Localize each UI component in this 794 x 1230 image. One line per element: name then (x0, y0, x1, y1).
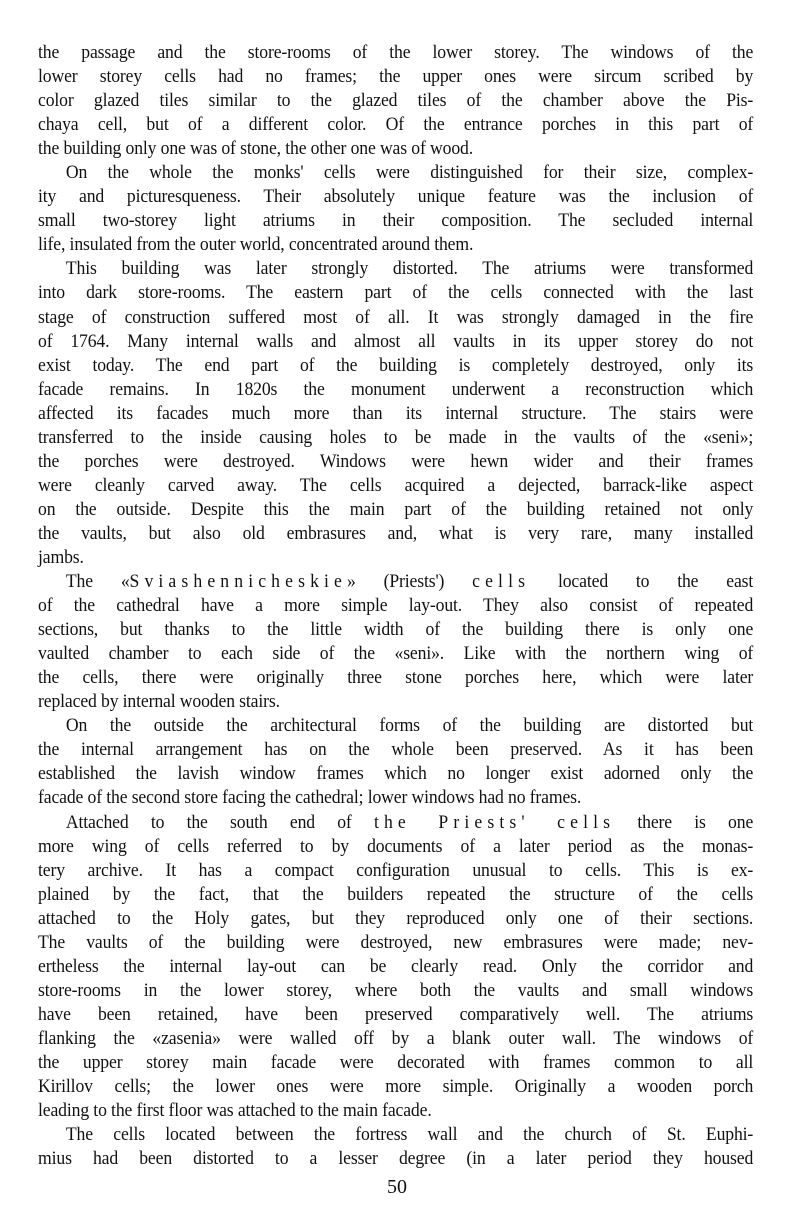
text-segment: Attached to the south end of (65, 811, 374, 833)
page-number: 50 (387, 1176, 407, 1198)
text-line: mius had been distorted to a lesser degree (in a later period they housed (38, 1148, 754, 1170)
text-line: of 1764. Many internal walls and almost all vaults in its upper storey do not (38, 330, 754, 352)
text-line: into dark store-rooms. The eastern part of the cells connected with the last (38, 282, 754, 304)
text-line: established the lavish window frames which no longer exist adorned only the (38, 763, 754, 785)
text-line (38, 570, 753, 594)
text-line: more wing of cells referred to by documents of a later period as the monas- (38, 835, 754, 857)
text-line: plained by the fact, that the builders repeated the structure of the cells (38, 883, 754, 905)
text-line: the vaults, but also old embrasures and, what is very rare, many installed (38, 522, 754, 544)
text-line: The vaults of the building were destroyed, new embrasures were made; nev- (38, 931, 754, 953)
document-page (38, 41, 753, 1171)
text-line: This building was later strongly distorted. The atriums were transformed (65, 258, 754, 280)
text-line: the passage and the store-rooms of the lower storey. The windows of the (38, 42, 754, 63)
text-line: ertheless the internal lay-out can be clearly read. Only the corridor and (38, 955, 754, 977)
text-line: the cells, there were originally three stone porches here, which were later (38, 667, 754, 689)
emphasized-text: Sviashennicheskie (129, 571, 348, 593)
text-line: Kirillov cells; the lower ones were more simple. Originally a wooden porch (38, 1076, 754, 1098)
text-line: stage of construction suffered most of all. It was strongly damaged in the fire (38, 306, 754, 328)
text-line: transferred to the inside causing holes to be made in the vaults of the «seni»; (38, 426, 754, 448)
text-line (38, 811, 753, 835)
text-line: have been retained, have been preserved comparatively well. The atriums (38, 1003, 754, 1025)
text-line: ity and picturesqueness. Their absolutely unique feature was the inclusion of (38, 186, 754, 208)
text-line: life, insulated from the outer world, concentrated around them. (38, 234, 474, 256)
text-line: small two-storey light atriums in their composition. The secluded internal (38, 210, 754, 232)
text-line: the porches were destroyed. Windows were hewn wider and their frames (38, 450, 754, 472)
text-line: sections, but thanks to the little width of the building there is only one (38, 619, 754, 641)
text-line: On the whole the monks' cells were distinguished for their size, complex- (65, 162, 754, 184)
text-line: the building only one was of stone, the other one was of wood. (38, 138, 473, 160)
text-line: replaced by internal wooden stairs. (38, 691, 280, 713)
text-line: affected its facades much more than its internal structure. The stairs were (38, 402, 754, 424)
text-line: tery archive. It has a compact configuration unusual to cells. This is ex- (38, 859, 754, 881)
text-line: leading to the first floor was attached to the main facade. (38, 1100, 432, 1122)
text-line: On the outside the architectural forms of the building are distorted but (65, 715, 754, 737)
text-segment: there is one (615, 811, 754, 833)
text-line: lower storey cells had no frames; the upper ones were sircum scribed by (38, 66, 754, 88)
text-line: color glazed tiles similar to the glazed tiles of the chamber above the Pis- (38, 90, 754, 112)
text-segment: » (Priests') (347, 571, 473, 593)
text-line: jambs. (38, 546, 84, 568)
text-line: chaya cell, but of a different color. Of the entrance porches in this part of (38, 114, 754, 136)
text-line: facade remains. In 1820s the monument underwent a reconstruction which (38, 378, 754, 400)
text-line: the internal arrangement has on the whole been preserved. As it has been (38, 739, 754, 761)
emphasized-text: cells (472, 571, 531, 593)
text-line: store-rooms in the lower storey, where both the vaults and small windows (38, 979, 754, 1001)
text-segment: located to the east (530, 571, 754, 593)
text-line: exist today. The end part of the building is completely destroyed, only its (38, 354, 754, 376)
emphasized-text: the Priests' cells (373, 811, 616, 833)
text-line: on the outside. Despite this the main part of the building retained not only (38, 498, 754, 520)
text-line: facade of the second store facing the cathedral; lower windows had no frames. (38, 787, 582, 809)
text-line: flanking the «zasenia» were walled off by a blank outer wall. The windows of (38, 1027, 754, 1049)
text-line: attached to the Holy gates, but they reproduced only one of their sections. (38, 907, 754, 929)
text-line: The cells located between the fortress wall and the church of St. Euphi- (65, 1124, 754, 1146)
text-line: the upper storey main facade were decorated with frames common to all (38, 1051, 754, 1073)
text-line: were cleanly carved away. The cells acquired a dejected, barrack-like aspect (38, 474, 754, 496)
text-line: of the cathedral have a more simple lay-out. They also consist of repeated (38, 595, 754, 617)
text-segment: The « (65, 571, 130, 593)
text-line: vaulted chamber to each side of the «seni». Like with the northern wing of (38, 643, 754, 665)
